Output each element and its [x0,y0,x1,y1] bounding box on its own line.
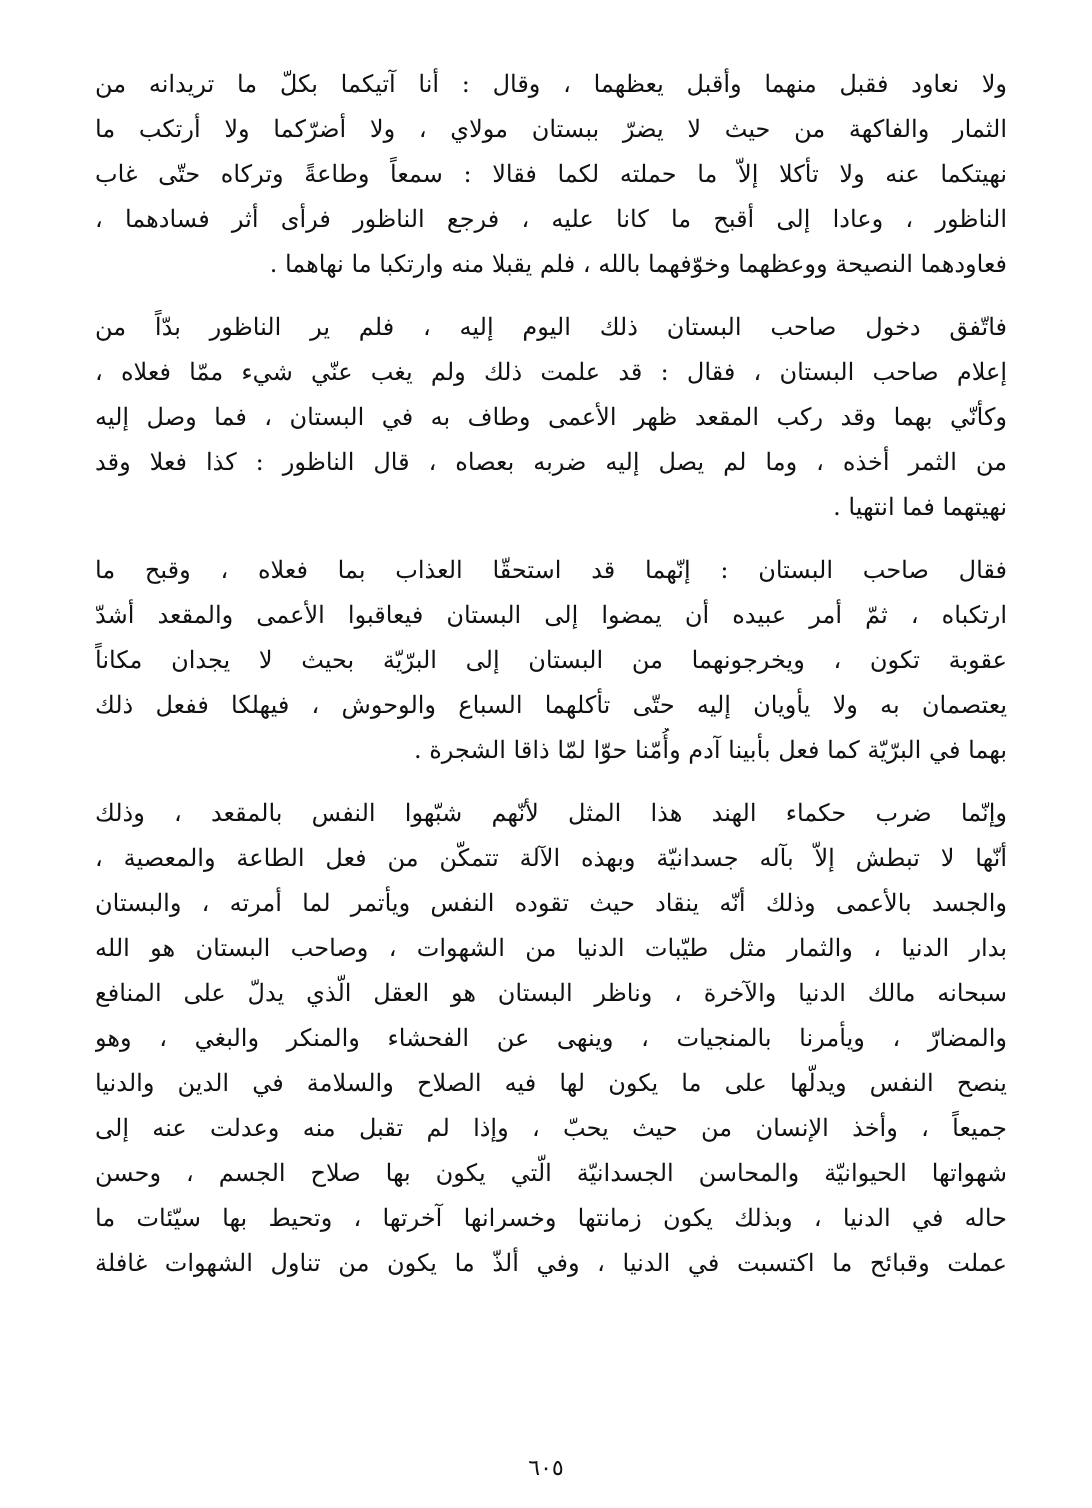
text-line: عملت وقبائح ما اكتسبت في الدنيا ، وفي ألذّ ما يكون من تناول الشهوات غافلة [95,1249,1007,1277]
text-line: الناظور ، وعادا إلى أقبح ما كانا عليه ، فرجع الناظور فرأى أثر فسادهما ، [95,205,1007,233]
text-line: وكأنّي بهما وقد ركب المقعد ظهر الأعمى وطاف به في البستان ، فما وصل إليه [95,403,1007,431]
text-line: فعاودهما النصيحة ووعظهما وخوّفهما بالله ، فلم يقبلا منه وارتكبا ما نهاهما . [269,250,1007,278]
text-line: فقال صاحب البستان : إنّهما قد استحقّا العذاب بما فعلاه ، وقبح ما [95,556,1007,584]
text-line: بدار الدنيا ، والثمار مثل طيّبات الدنيا من الشهوات ، وصاحب البستان هو الله [95,934,1007,962]
text-line: من الثمر أخذه ، وما لم يصل إليه ضربه بعصاه ، قال الناظور : كذا فعلا وقد [95,448,1007,476]
paragraph-4 [95,791,1007,1286]
paragraph-1 [95,62,1007,287]
paragraph-3 [95,548,1007,773]
text-line: فاتّفق دخول صاحب البستان ذلك اليوم إليه ، فلم ير الناظور بدّاً من [95,313,1007,341]
text-line: جميعاً ، وأخذ الإنسان من حيث يحبّ ، وإذا لم تقبل منه وعدلت عنه إلى [95,1114,1007,1142]
text-line: الثمار والفاكهة من حيث لا يضرّ ببستان مولاي ، ولا أضرّكما ولا أرتكب ما [95,115,1007,143]
text-line: يعتصمان به ولا يأويان إليه حتّى تأكلهما السباع والوحوش ، فيهلكا ففعل ذلك [95,691,1007,719]
text-line: سبحانه مالك الدنيا والآخرة ، وناظر البستان هو العقل الّذي يدلّ على المنافع [95,979,1007,1007]
text-line: ولا نعاود فقبل منهما وأقبل يعظهما ، وقال : أنا آتيكما بكلّ ما تريدانه من [95,70,1007,98]
text-line: عقوبة تكون ، ويخرجونهما من البستان إلى البرّيّة بحيث لا يجدان مكاناً [95,646,1007,674]
text-line: وإنّما ضرب حكماء الهند هذا المثل لأنّهم شبّهوا النفس بالمقعد ، وذلك [95,799,1007,827]
text-line: حاله في الدنيا ، وبذلك يكون زمانتها وخسرانها آخرتها ، وتحيط بها سيّئات ما [95,1204,1007,1232]
text-line: شهواتها الحيوانيّة والمحاسن الجسدانيّة الّتي يكون بها صلاح الجسم ، وحسن [95,1159,1007,1187]
page-number: ٦٠٥ [528,1456,564,1481]
body-text [95,62,1007,1286]
text-line: والمضارّ ، ويأمرنا بالمنجيات ، وينهى عن الفحشاء والمنكر والبغي ، وهو [95,1024,1007,1052]
text-line: نهيتكما عنه ولا تأكلا إلاّ ما حملته لكما فقالا : سمعاً وطاعةً وتركاه حتّى غاب [95,160,1007,188]
paragraph-2 [95,305,1007,530]
text-line: أنّها لا تبطش إلاّ بآله جسدانيّة وبهذه الآلة تتمكّن من فعل الطاعة والمعصية ، [95,844,1007,872]
text-line: ارتكباه ، ثمّ أمر عبيده أن يمضوا إلى البستان فيعاقبوا الأعمى والمقعد أشدّ [95,601,1007,629]
text-line: نهيتهما فما انتهيا . [833,493,1007,521]
text-line: بهما في البرّيّة كما فعل بأبينا آدم وأُمّنا حوّا لمّا ذاقا الشجرة . [413,736,1007,764]
text-line: إعلام صاحب البستان ، فقال : قد علمت ذلك ولم يغب عنّي شيء ممّا فعلاه ، [95,358,1007,386]
text-line: ينصح النفس ويدلّها على ما يكون لها فيه الصلاح والسلامة في الدين والدنيا [95,1069,1007,1097]
text-line: والجسد بالأعمى وذلك أنّه ينقاد حيث تقوده النفس ويأتمر لما أمرته ، والبستان [95,889,1007,917]
